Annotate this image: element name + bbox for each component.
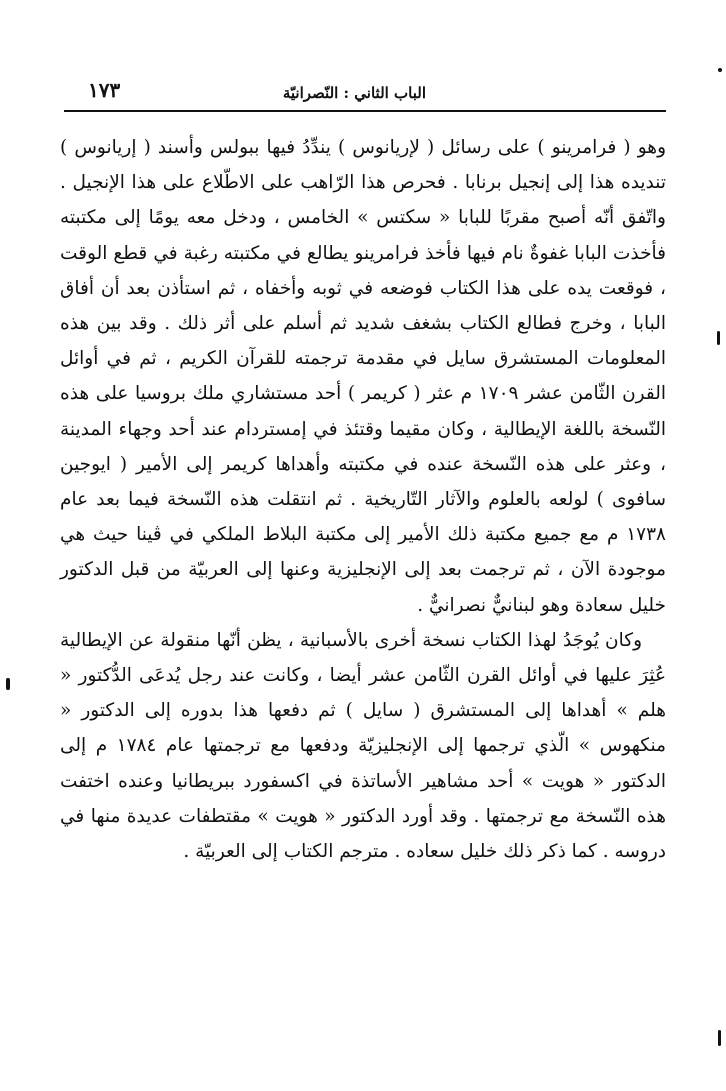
chapter-title: الباب الثاني : النّصرانيّة [282, 84, 426, 102]
scan-mark [6, 678, 10, 690]
running-header [60, 78, 666, 104]
page-number: ١٧٣ [88, 78, 121, 102]
header-rule [64, 110, 666, 112]
paragraph: وهو ( فرامرينو ) على رسائل ( لإريانوس ) يندِّدُ فيها ببولس وأسند ( إريانوس ) تنديده هذا إلى إنجيل برنابا . فحرص هذا الرّاهب على الاطّلاع على هذا الإنجيل . واتّفق أنّه أصبح مقربًا للبابا « سكتس » الخامس ، ودخل معه يومًا إلى مكتبته فأخذت البابا غفوةٌ نام فيها فأخذ فرامرينو يطالع في مكتبته رغبة في قطع الوقت ، فوقعت يده على هذا الكتاب فوضعه في ثوبه وأخفاه ، ثم استأذن بعد أن أفاق البابا ، وخرج فطالع الكتاب بشغف شديد ثم أسلم على أثر ذلك . وقد بين هذه المعلومات المستشرق سايل في مقدمة ترجمته للقرآن الكريم ، ثم في أوائل القرن الثّامن عشر ١٧٠٩ م عثر ( كريمر ) أحد مستشاري ملك بروسيا على هذه النّسخة باللغة الإيطالية ، وكان مقيما وقتئذ في إمستردام عند أحد وجهاء المدينة ، وعثر على هذه النّسخة عنده في مكتبته وأهداها كريمر إلى الأمير ( ايوجين سافوى ) لولعه بالعلوم والآثار التّاريخية . ثم انتقلت هذه النّسخة فيما بعد عام ١٧٣٨ م مع جميع مكتبة ذلك الأمير إلى مكتبة البلاط الملكي في ڤينا حيث هي موجودة الآن ، ثم ترجمت بعد إلى الإنجليزية وعنها إلى العربيّة من قبل الدكتور خليل سعادة وهو لبنانيٌّ نصرانيٌّ . [60, 137, 667, 616]
body-text [60, 130, 666, 869]
scan-mark [717, 331, 720, 345]
scan-mark [718, 1030, 721, 1046]
paragraph: وكان يُوجَدُ لهذا الكتاب نسخة أخرى بالأسبانية ، يظن أنّها منقولة عن الإيطالية عُثِرَ عليها في أوائل القرن الثّامن عشر أيضا ، وكانت عند رجل يُدعَى الدُّكتور « هلم » أهداها إلى المستشرق ( سايل ) ثم دفعها هذا بدوره إلى الدكتور « منكهوس » الّذي ترجمها إلى الإنجليزيّة ودفعها مع ترجمتها عام ١٧٨٤ م إلى الدكتور « هويت » أحد مشاهير الأساتذة في اكسفورد ببريطانيا وعنده اختفت هذه النّسخة مع ترجمتها . وقد أورد الدكتور « هويت » مقتطفات عديدة منها في دروسه . كما ذكر ذلك خليل سعاده . مترجم الكتاب إلى العربيّة . [60, 629, 666, 863]
scan-mark [718, 68, 722, 72]
